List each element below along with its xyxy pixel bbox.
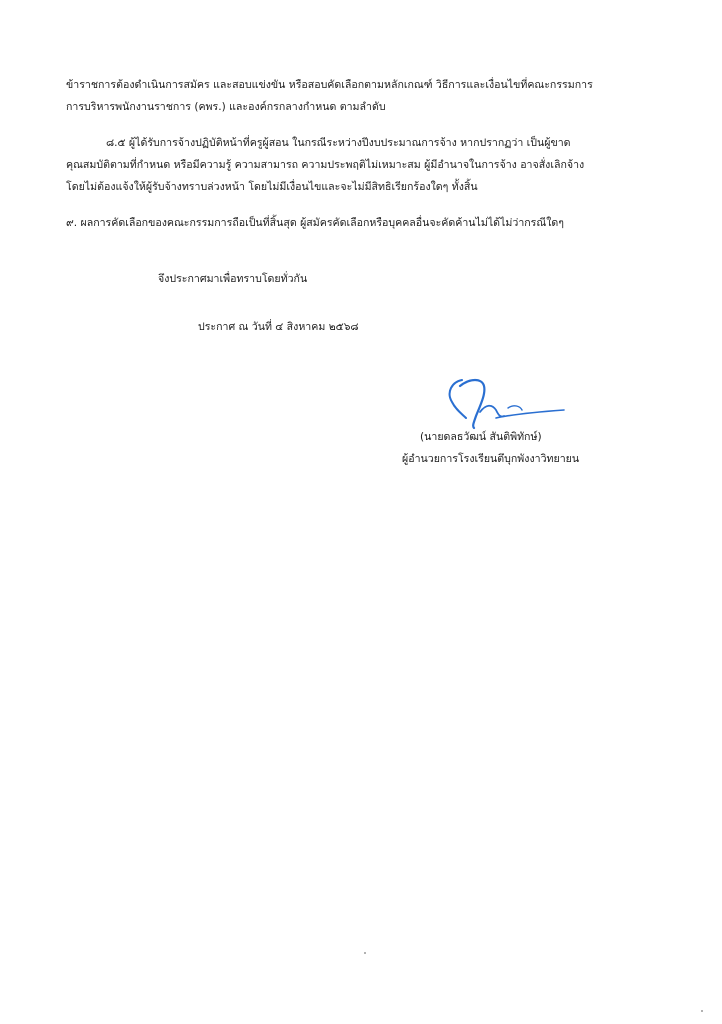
announcement-text: จึงประกาศมาเพื่อทราบโดยทั่วกัน xyxy=(158,273,308,285)
paragraph-9: ๙. ผลการคัดเลือกของคณะกรรมการถือเป็นที่สิ้นสุด ผู้สมัครคัดเลือกหรือบุคคลอื่นจะคัดค้านไม่ได้ไม่ว่ากรณีใดๆ xyxy=(66,217,564,229)
signature-image xyxy=(440,372,570,432)
paragraph-1-line-1: ข้าราชการต้องดำเนินการสมัคร และสอบแข่งขัน หรือสอบคัดเลือกตามหลักเกณฑ์ วิธีการและเงื่อนไขที่คณะกรรมการ xyxy=(66,79,593,91)
paragraph-1-line-2: การบริหารพนักงานราชการ (คพร.) และองค์กรกลางกำหนด ตามลำดับ xyxy=(66,101,386,113)
paragraph-8-5-line-1: ๘.๕ ผู้ได้รับการจ้างปฏิบัติหน้าที่ครูผู้สอน ในกรณีระหว่างปีงบประมาณการจ้าง หากปรากฏว่า เป็นผู้ขาด xyxy=(106,137,571,149)
scan-speck xyxy=(701,1010,703,1012)
paragraph-8-5-line-3: โดยไม่ต้องแจ้งให้ผู้รับจ้างทราบล่วงหน้า โดยไม่มีเงื่อนไขและจะไม่มีสิทธิเรียกร้องใดๆ ทั้งสิ้น xyxy=(66,181,478,193)
signatory-title: ผู้อำนวยการโรงเรียนตึบุกพังงาวิทยายน xyxy=(402,453,580,465)
paragraph-8-5-line-2: คุณสมบัติตามที่กำหนด หรือมีความรู้ ความสามารถ ความประพฤติไม่เหมาะสม ผู้มีอำนาจในการจ้าง อาจสั่งเลิกจ้าง xyxy=(66,159,585,171)
signatory-name: (นายดลธวัฒน์ สันติพิทักษ์) xyxy=(420,431,542,443)
announcement-date: ประกาศ ณ วันที่ ๔ สิงหาคม ๒๕๖๘ xyxy=(198,321,359,333)
scan-speck xyxy=(364,952,366,954)
